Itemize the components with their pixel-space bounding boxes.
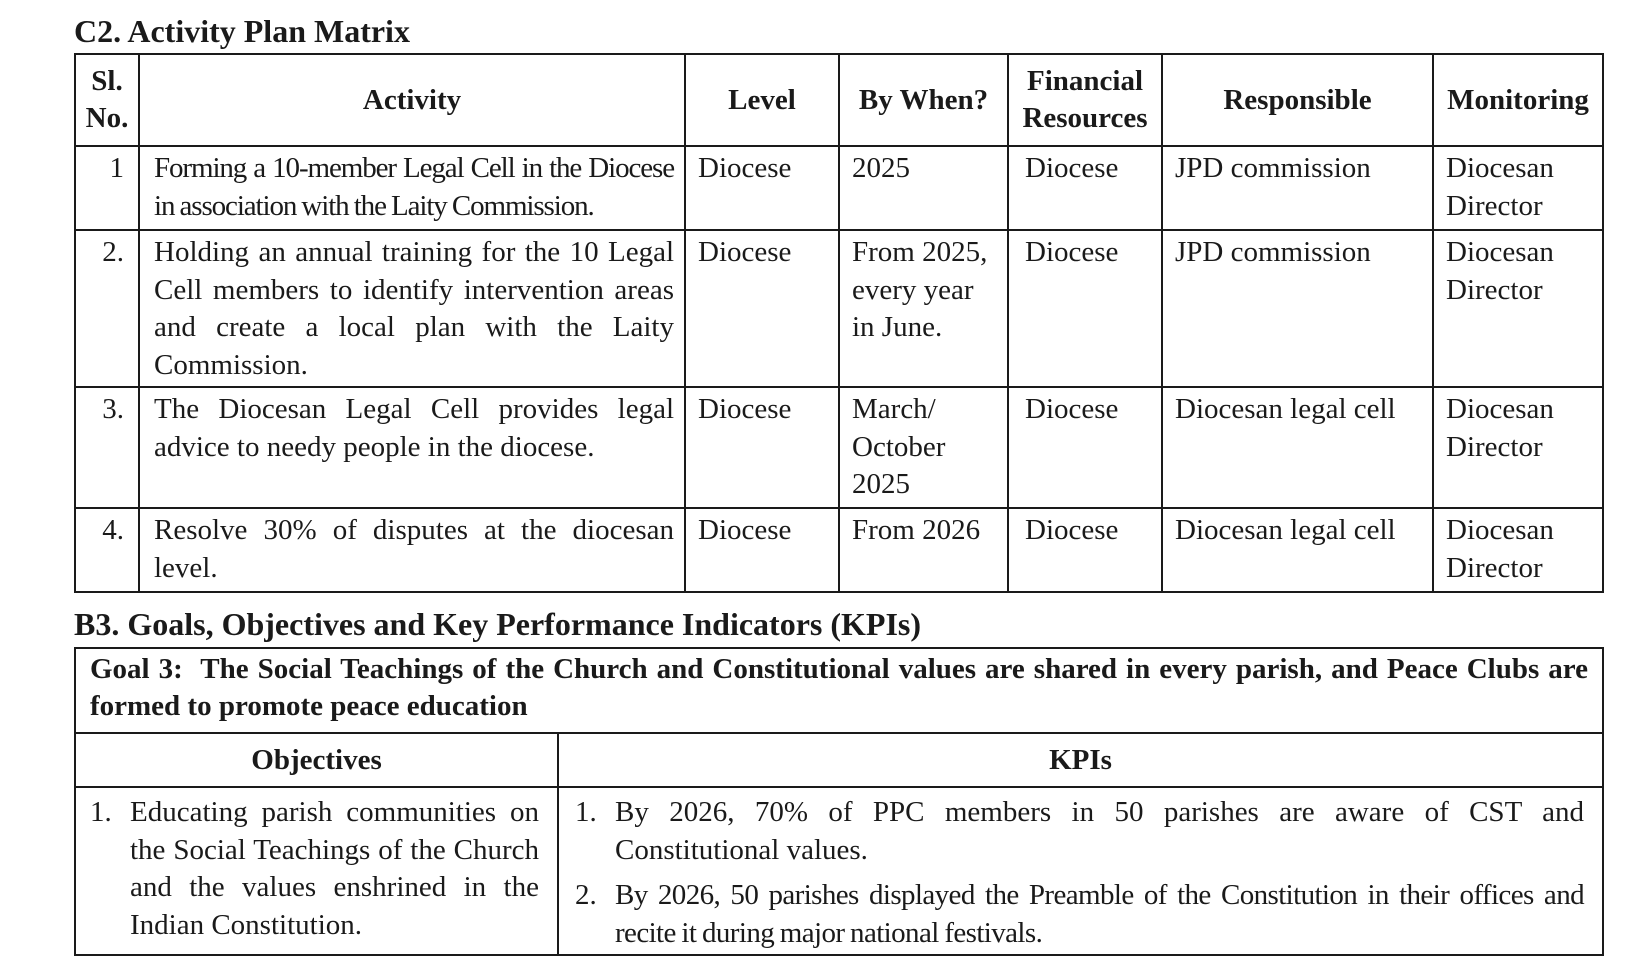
- table-row: [75, 508, 1603, 592]
- kpi-item: [575, 794, 1584, 869]
- row-financial-resources: Diocese: [1008, 508, 1162, 592]
- row-activity: Resolve 30% of disputes at the diocesan level.: [139, 508, 685, 592]
- objectives-header: Objectives: [75, 733, 558, 787]
- header-financial-resources: Financial Resources: [1008, 54, 1162, 146]
- row-monitoring: Diocesan Director: [1433, 387, 1603, 508]
- row-responsible: JPD commission: [1162, 146, 1433, 230]
- header-responsible: Responsible: [1162, 54, 1433, 146]
- row-responsible: Diocesan legal cell: [1162, 508, 1433, 592]
- activity-plan-title: C2. Activity Plan Matrix: [74, 13, 410, 49]
- activity-plan-table: [74, 53, 1604, 593]
- row-sl-no: 1: [75, 146, 139, 230]
- row-activity: Forming a 10-member Legal Cell in the Diocese in association with the Laity Commission.: [139, 146, 685, 230]
- header-activity: Activity: [139, 54, 685, 146]
- kpi-text: By 2026, 70% of PPC members in 50 parishes are aware of CST and Constitutional values.: [615, 796, 1584, 866]
- row-financial-resources: Diocese: [1008, 230, 1162, 387]
- header-monitoring: Monitoring: [1433, 54, 1603, 146]
- goals-section-title: B3. Goals, Objectives and Key Performance Indicators (KPIs): [74, 606, 921, 642]
- row-by-when: From 2026: [839, 508, 1008, 592]
- row-level: Diocese: [685, 387, 839, 508]
- goal-row: [75, 648, 1603, 733]
- row-activity: Holding an annual training for the 10 Legal Cell members to identify intervention areas and create a local plan with the Laity Commission.: [139, 230, 685, 387]
- row-level: Diocese: [685, 146, 839, 230]
- row-monitoring: Diocesan Director: [1433, 230, 1603, 387]
- row-financial-resources: Diocese: [1008, 146, 1162, 230]
- row-monitoring: Diocesan Director: [1433, 508, 1603, 592]
- kpi-number: 2.: [575, 879, 597, 911]
- row-sl-no: 4.: [75, 508, 139, 592]
- goals-content-row: [75, 787, 1603, 955]
- row-monitoring: Diocesan Director: [1433, 146, 1603, 230]
- row-financial-resources: Diocese: [1008, 387, 1162, 508]
- row-activity: The Diocesan Legal Cell provides legal advice to needy people in the diocese.: [139, 387, 685, 508]
- goals-header-row: [75, 733, 1603, 787]
- table-header-row: [75, 54, 1603, 146]
- row-by-when: 2025: [839, 146, 1008, 230]
- objectives-cell: [75, 787, 558, 955]
- row-sl-no: 3.: [75, 387, 139, 508]
- table-row: [75, 387, 1603, 508]
- goals-table: [74, 647, 1604, 956]
- row-level: Diocese: [685, 508, 839, 592]
- objective-number: 1.: [90, 796, 112, 828]
- table-row: [75, 146, 1603, 230]
- header-level: Level: [685, 54, 839, 146]
- row-by-when: March/ October 2025: [839, 387, 1008, 508]
- kpis-cell: [558, 787, 1603, 955]
- header-sl-no: Sl. No.: [75, 54, 139, 146]
- kpis-header: KPIs: [558, 733, 1603, 787]
- kpi-number: 1.: [575, 796, 597, 828]
- table-row: [75, 230, 1603, 387]
- row-by-when: From 2025, every year in June.: [839, 230, 1008, 387]
- row-responsible: JPD commission: [1162, 230, 1433, 387]
- row-level: Diocese: [685, 230, 839, 387]
- row-sl-no: 2.: [75, 230, 139, 387]
- objective-text: Educating parish communities on the Social Teachings of the Church and the values enshrined in the Indian Constitution.: [130, 796, 539, 941]
- goal-statement: Goal 3: The Social Teachings of the Church and Constitutional values are shared in every parish, and Peace Clubs are formed to promote peace education: [75, 648, 1603, 733]
- header-by-when: By When?: [839, 54, 1008, 146]
- kpi-item: [575, 877, 1584, 952]
- row-responsible: Diocesan legal cell: [1162, 387, 1433, 508]
- kpi-text: By 2026, 50 parishes displayed the Preamble of the Constitution in their offices and recite it during major national festivals.: [615, 879, 1584, 949]
- objective-item: [90, 794, 539, 944]
